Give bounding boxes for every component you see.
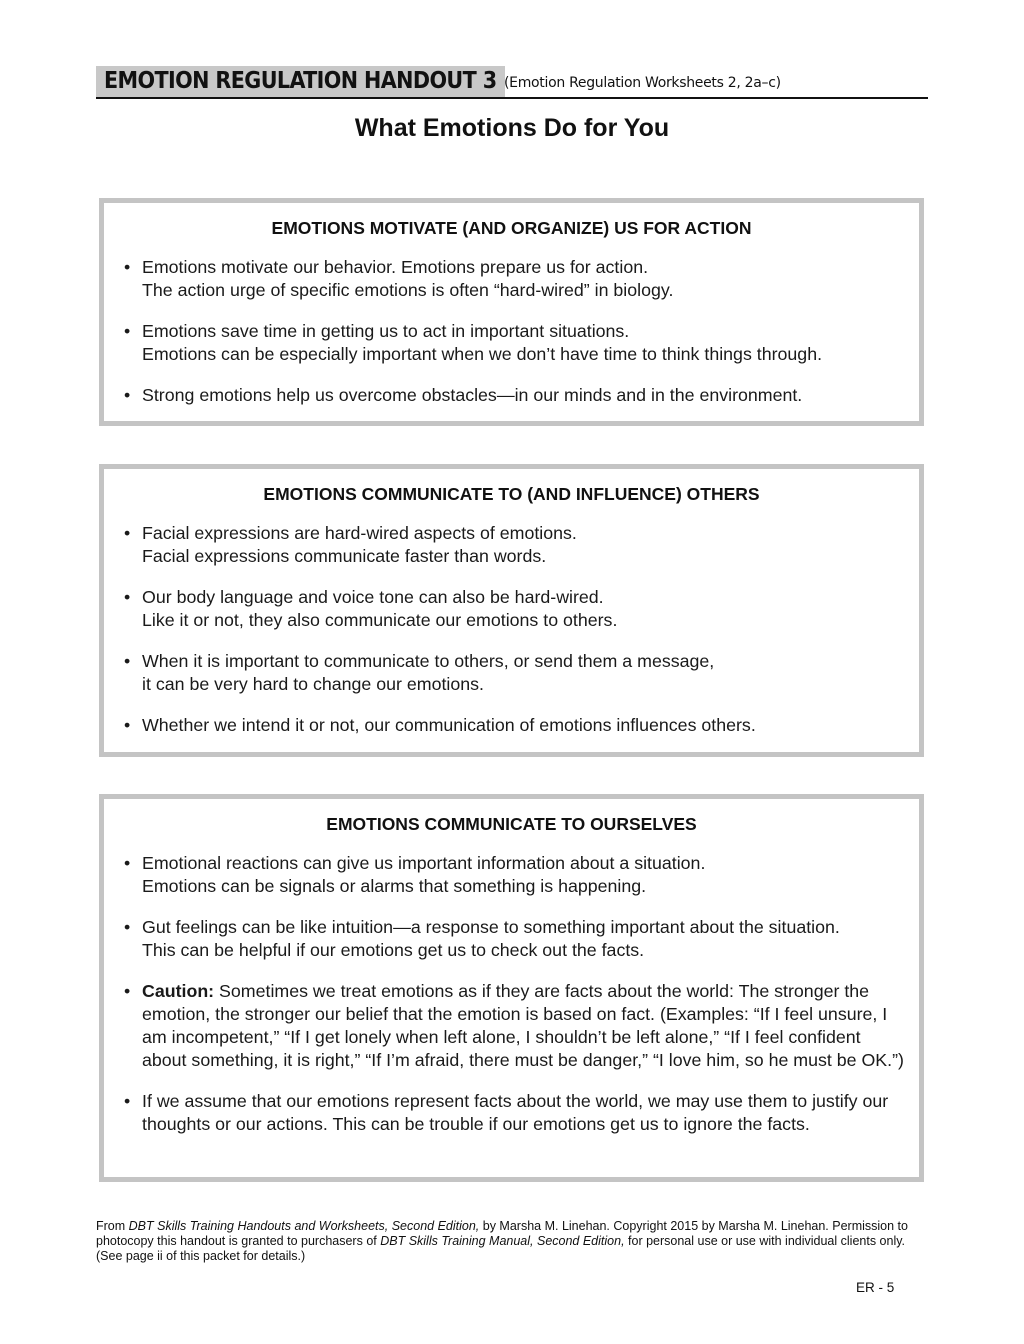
- list-item: • When it is important to communicate to others, or send them a message, it can be very hard to change our emotions.: [124, 651, 715, 694]
- handout-worksheets-ref: (Emotion Regulation Worksheets 2, 2a–c): [504, 75, 781, 91]
- bullet-icon: •: [124, 853, 131, 873]
- page-number: ER - 5: [856, 1280, 895, 1295]
- bullet-icon: •: [124, 981, 131, 1001]
- bullet-icon: •: [124, 523, 131, 543]
- page-title: What Emotions Do for You: [354, 114, 670, 142]
- copyright-footer: From DBT Skills Training Handouts and Worksheets, Second Edition, by Marsha M. Linehan. Copyright 2015 by Marsha M. Linehan. Permission to photocopy this handout is granted to purchasers of DBT Skills Training Manual, Second Edition, for personal use or use with individual clients only. (See page ii of this packet for details.): [96, 1219, 908, 1263]
- handout-tag: EMOTION REGULATION HANDOUT 3: [96, 66, 505, 97]
- list-item: • Our body language and voice tone can also be hard-wired. Like it or not, they also communicate our emotions to others.: [124, 587, 618, 630]
- bullet-icon: •: [124, 587, 131, 607]
- list-item: • Whether we intend it or not, our communication of emotions influences others.: [124, 715, 756, 735]
- bullet-icon: •: [124, 651, 131, 671]
- bullet-icon: •: [124, 715, 131, 735]
- bullet-icon: •: [124, 1091, 131, 1111]
- section-communicate-others: [99, 464, 924, 757]
- list-item: • Emotional reactions can give us important information about a situation. Emotions can be signals or alarms that something is happening.: [124, 853, 706, 896]
- section-communicate-ourselves: [99, 794, 924, 1182]
- bullet-list: [104, 522, 919, 737]
- caution-item: [118, 980, 905, 1072]
- caution-text: Sometimes we treat emotions as if they are facts about the world: The stronger the emotion, the stronger our belief that the emotion is based on fact. (Examples: “If I feel unsure, I am incompetent,” “If I get lonely when left alone, I shouldn’t be left alone,” “If I feel confident about something, it is right,” “If I’m afraid, there must be danger,” “I love him, so he must be OK.”): [142, 981, 904, 1070]
- caution-label: Caution:: [142, 981, 215, 1001]
- bullet-list: [104, 852, 919, 1136]
- list-item: • If we assume that our emotions represent facts about the world, we may use them to justify our thoughts or our actions. This can be trouble if our emotions get us to ignore the facts.: [124, 1091, 889, 1134]
- bullet-icon: •: [124, 917, 131, 937]
- book-title: DBT Skills Training Handouts and Worksheets, Second Edition,: [128, 1219, 480, 1233]
- bullet-icon: •: [124, 385, 131, 405]
- bullet-list: [104, 256, 919, 407]
- list-item: • Gut feelings can be like intuition—a response to something important about the situation. This can be helpful if our emotions get us to check out the facts.: [124, 917, 840, 960]
- book-title: DBT Skills Training Manual, Second Edition,: [380, 1234, 625, 1248]
- section-motivate: [99, 198, 924, 426]
- section-heading: EMOTIONS COMMUNICATE TO (AND INFLUENCE) OTHERS: [263, 484, 760, 504]
- list-item: • Emotions save time in getting us to act in important situations. Emotions can be especially important when we don’t have time to think things through.: [124, 321, 823, 364]
- handout-header: [96, 66, 928, 99]
- section-heading: EMOTIONS MOTIVATE (AND ORGANIZE) US FOR ACTION: [271, 218, 752, 238]
- bullet-icon: •: [124, 321, 131, 341]
- list-item: • Strong emotions help us overcome obstacles—in our minds and in the environment.: [124, 385, 803, 405]
- list-item: • Facial expressions are hard-wired aspects of emotions. Facial expressions communicate faster than words.: [124, 523, 577, 566]
- list-item: • Emotions motivate our behavior. Emotions prepare us for action. The action urge of specific emotions is often “hard-wired” in biology.: [124, 257, 674, 300]
- bullet-icon: •: [124, 257, 131, 277]
- section-heading: EMOTIONS COMMUNICATE TO OURSELVES: [326, 814, 697, 834]
